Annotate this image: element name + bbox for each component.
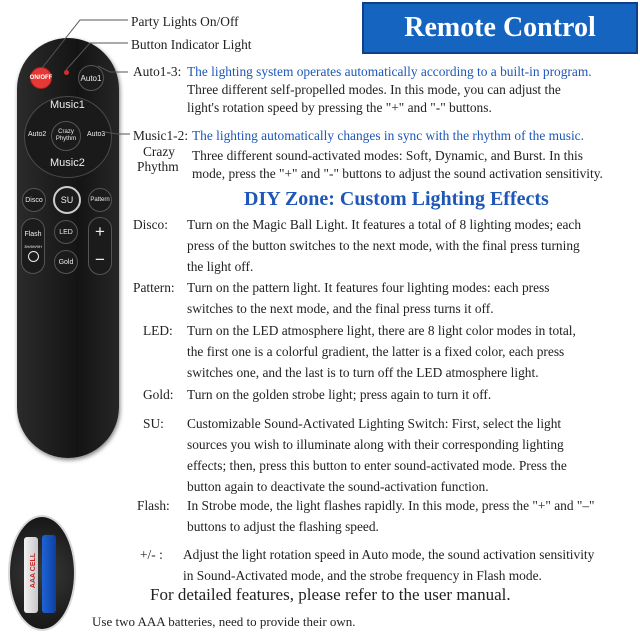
phythm-label: Phythm xyxy=(55,136,77,142)
feature-text-6-1: in Sound-Activated mode, and the strobe frequency in Flash mode. xyxy=(183,568,542,583)
flash-button[interactable] xyxy=(21,218,45,274)
feature-label-1: Pattern: xyxy=(133,280,175,295)
feature-text-5-1: buttons to adjust the flashing speed. xyxy=(187,519,379,534)
feature-text-0-1: press of the button switches to the next mode, with the final press turning xyxy=(187,238,580,253)
party-lights-callout: Party Lights On/Off xyxy=(131,14,239,29)
callout-line-indicator xyxy=(66,43,128,70)
page-title: Remote Control xyxy=(404,12,596,43)
su-label: SU xyxy=(60,195,74,205)
music-sublabel-2: Phythm xyxy=(137,159,179,174)
disco-label: Disco xyxy=(25,196,43,204)
auto-label: Auto1-3: xyxy=(133,64,182,79)
auto2-label[interactable]: Auto2 xyxy=(28,131,47,138)
battery-note: Use two AAA batteries, need to provide their own. xyxy=(92,614,356,629)
feature-label-0: Disco: xyxy=(133,217,168,232)
feature-label-4: SU: xyxy=(143,416,164,431)
callout-line-auto xyxy=(98,66,128,72)
feature-text-6-0: Adjust the light rotation speed in Auto mode, the sound activation sensitivity xyxy=(183,547,595,562)
gold-label: Gold xyxy=(58,258,74,266)
feature-text-4-2: effects; then, press this button to enter sound-activated mode. Press the xyxy=(187,458,567,473)
feature-text-2-0: Turn on the LED atmosphere light, there are 8 light color modes in total, xyxy=(187,323,576,338)
feature-text-5-0: In Strobe mode, the light flashes rapidly. In this mode, press the "+" and "–" xyxy=(187,498,595,513)
feature-text-3-0: Turn on the golden strobe light; press again to turn it off. xyxy=(187,387,492,402)
battery-2 xyxy=(42,535,56,613)
plus-label: + xyxy=(95,222,105,241)
music2-label[interactable]: Music2 xyxy=(50,157,85,169)
feature-text-2-2: switches one, and the last is to turn off the LED atmosphere light. xyxy=(187,365,539,380)
music-label: Music1-2: xyxy=(133,128,189,143)
music-text-3: mode, press the "+" and "-" buttons to adjust the sound activation sensitivity. xyxy=(192,166,603,181)
on-off-label: ON/OFF xyxy=(29,75,53,81)
battery-inset xyxy=(8,515,76,631)
auto-text-2: Three different self-propelled modes. In this mode, you can adjust the xyxy=(187,82,561,97)
auto3-label[interactable]: Auto3 xyxy=(87,131,106,138)
gold-button[interactable] xyxy=(54,250,78,274)
music-sublabel-1: Crazy xyxy=(143,144,175,159)
music-text-1: The lighting automatically changes in sync with the rhythm of the music. xyxy=(192,128,584,143)
auto1-label: Auto1 xyxy=(80,73,102,83)
manual-note: For detailed features, please refer to the user manual. xyxy=(150,585,511,604)
feature-text-4-0: Customizable Sound-Activated Lighting Switch: First, select the light xyxy=(187,416,562,431)
indicator-callout: Button Indicator Light xyxy=(131,37,252,52)
feature-text-0-2: the light off. xyxy=(187,259,254,274)
led-label: LED xyxy=(59,228,73,236)
music1-label[interactable]: Music1 xyxy=(50,99,85,111)
title-banner xyxy=(362,2,638,54)
music-text-2: Three different sound-activated modes: Soft, Dynamic, and Burst. In this xyxy=(192,148,583,163)
feature-text-0-0: Turn on the Magic Ball Light. It features a total of 8 lighting modes; each xyxy=(187,217,582,232)
feature-label-2: LED: xyxy=(143,323,173,338)
pattern-label: Pattern xyxy=(90,197,110,203)
auto-text-1: The lighting system operates automatically according to a built-in program. xyxy=(187,64,592,79)
feature-text-4-3: button again to deactivate the sound-activation function. xyxy=(187,479,489,494)
feature-text-2-1: the first one is a colorful gradient, the latter is a fixed color, each press xyxy=(187,344,565,359)
callout-line-party xyxy=(42,20,128,68)
crazy-label: Crazy xyxy=(58,129,74,135)
flash-label: Flash xyxy=(24,230,42,238)
feature-text-4-1: sources you wish to illuminate along with their corresponding lighting xyxy=(187,437,564,452)
minus-label: − xyxy=(95,250,105,269)
battery-text: AAA CELL xyxy=(30,552,38,589)
auto-text-3: light's rotation speed by pressing the "+" and "-" buttons. xyxy=(187,100,492,115)
timer-label: 3H/6H/9H xyxy=(24,243,42,249)
feature-label-6: +/- : xyxy=(140,547,163,562)
feature-text-1-1: switches to the next mode, and the final press turns it off. xyxy=(187,301,494,316)
clock-icon xyxy=(28,251,39,262)
callout-line-music xyxy=(104,132,130,134)
led-button[interactable] xyxy=(54,220,78,244)
feature-label-5: Flash: xyxy=(137,498,170,513)
feature-text-1-0: Turn on the pattern light. It features four lighting modes: each press xyxy=(187,280,550,295)
diy-title: DIY Zone: Custom Lighting Effects xyxy=(244,188,549,210)
feature-label-3: Gold: xyxy=(143,387,174,402)
plus-minus-rocker[interactable] xyxy=(88,217,112,275)
